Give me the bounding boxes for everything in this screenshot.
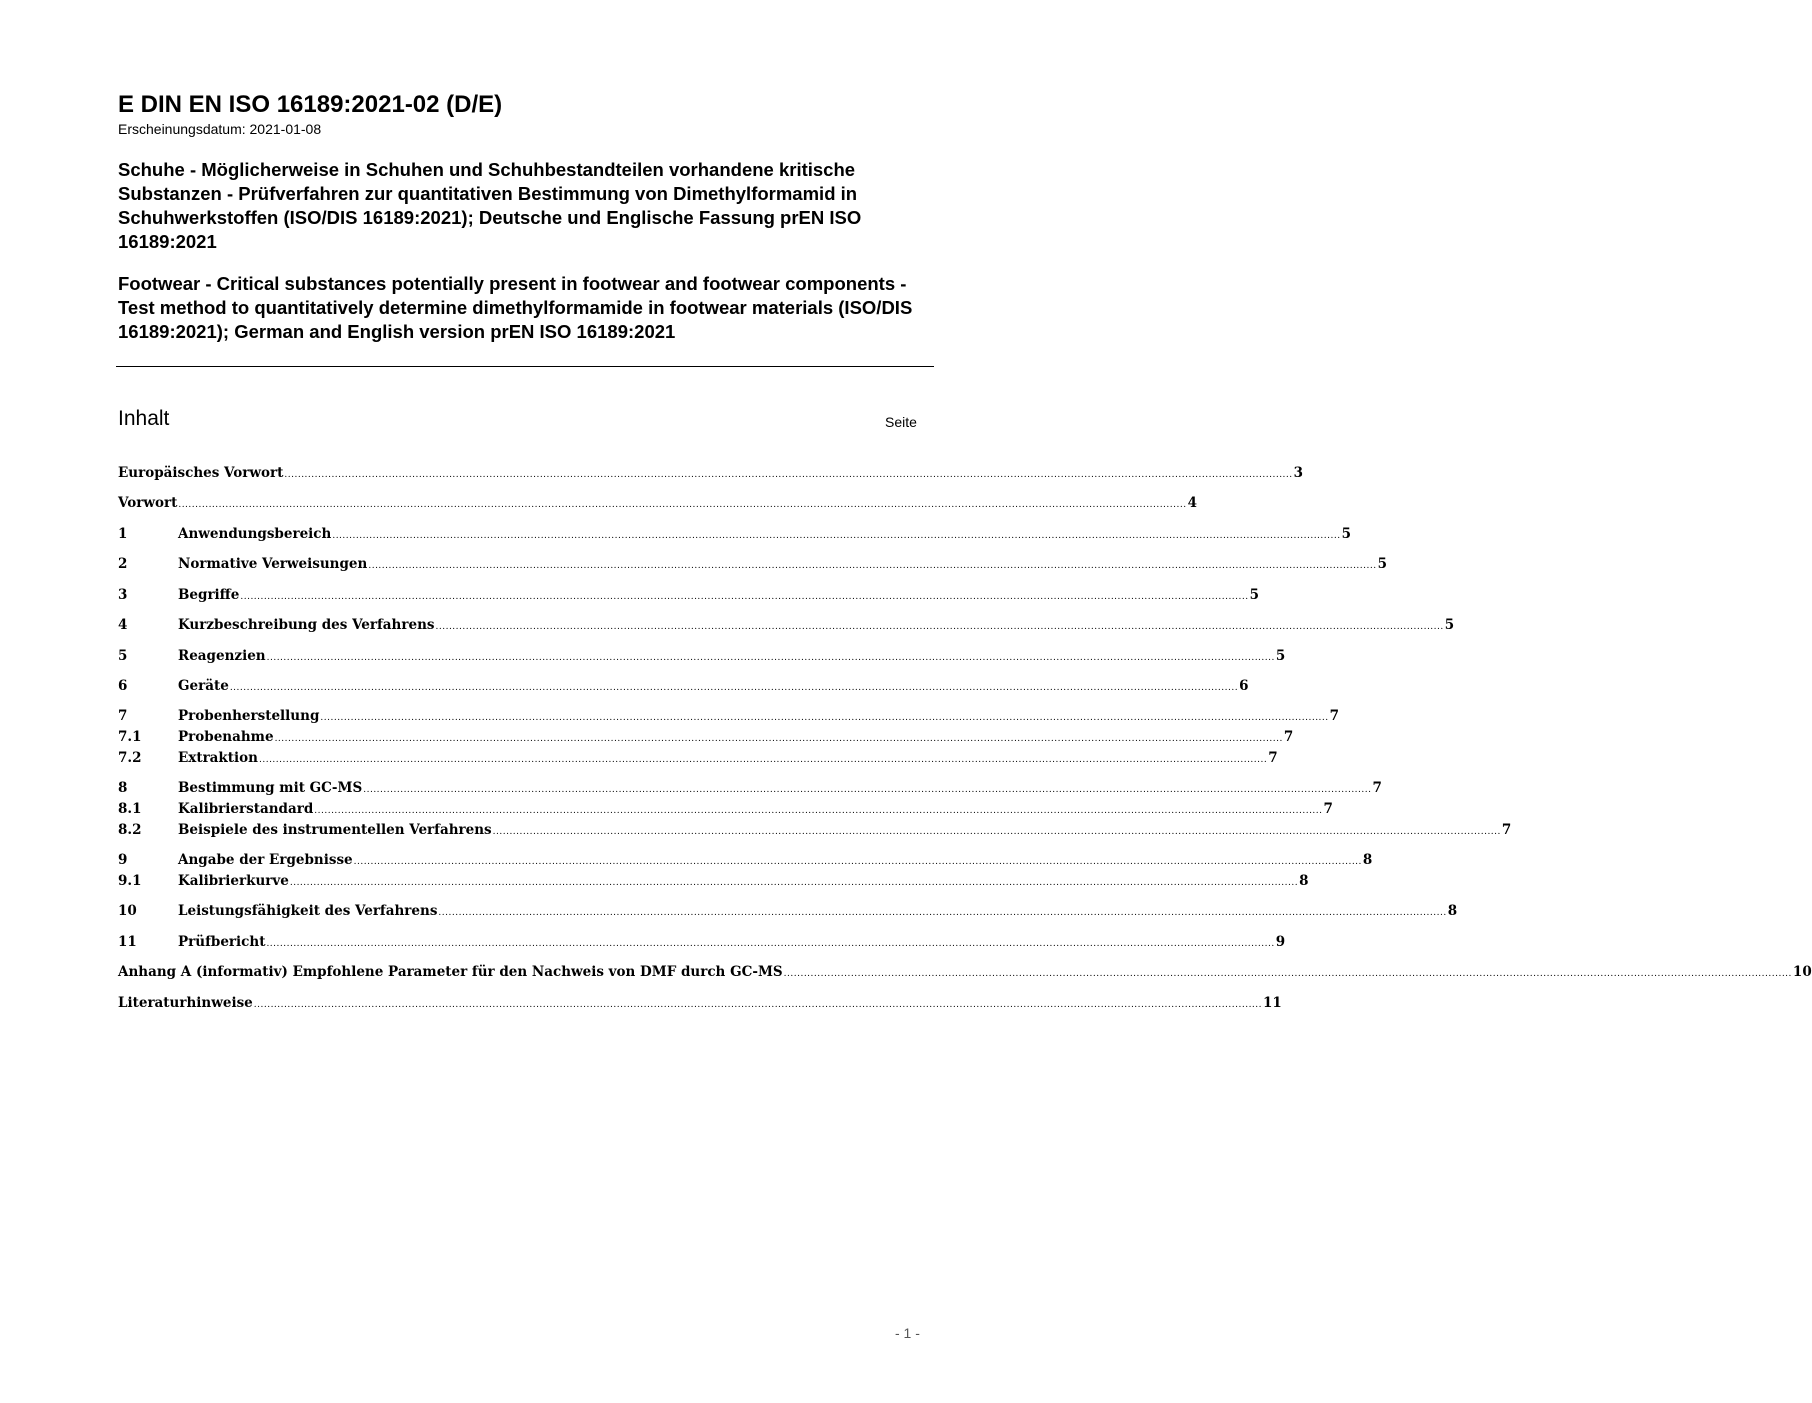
toc-dot-leader: ............................................................................................................................................................................................................................................................................................................ (240, 592, 1249, 602)
title-english: Footwear - Critical substances potentially present in footwear and footwear components - Test method to quantitatively determine dimethylformamide in footwear materials (ISO/DIS 16189:2021); German and English version prEN ISO 16189:2021 (118, 273, 913, 342)
toc-entry-number: 2 (118, 556, 128, 572)
toc-entry-number: 9 (118, 852, 128, 868)
toc-entry-title: Beispiele des instrumentellen Verfahrens (178, 822, 492, 838)
toc-entry-title: Vorwort (118, 495, 178, 511)
toc-entry-number: 10 (118, 903, 137, 919)
toc-dot-leader: ............................................................................................................................................................................................................................................................................................................ (314, 806, 1323, 816)
toc-dot-leader: ............................................................................................................................................................................................................................................................................................................ (229, 683, 1239, 693)
toc-entry-number: 9.1 (118, 873, 142, 889)
toc-dot-leader: ............................................................................................................................................................................................................................................................................................................ (363, 785, 1372, 795)
toc-entry-title: Geräte (178, 678, 229, 694)
toc-entry-page: 5 (1249, 587, 1260, 603)
toc-entry-page: 5 (1341, 526, 1351, 542)
toc-entry-page: 7 (1501, 822, 1512, 838)
toc-entry-page: 7 (1372, 780, 1382, 796)
toc-dot-leader: ............................................................................................................................................................................................................................................................................................................ (289, 878, 1299, 888)
toc-dot-leader: ............................................................................................................................................................................................................................................................................................................ (284, 470, 1293, 480)
toc-entry[interactable] (118, 748, 1278, 768)
toc-entry-number: 7 (118, 708, 128, 724)
toc-entry-number: 1 (118, 526, 128, 542)
toc-entry[interactable] (118, 993, 1282, 1013)
toc-entry-number: 4 (118, 617, 128, 633)
toc-entry-title: Reagenzien (178, 648, 266, 664)
toc-dot-leader: ............................................................................................................................................................................................................................................................................................................ (320, 713, 1329, 723)
toc-dot-leader: ............................................................................................................................................................................................................................................................................................................ (266, 653, 1275, 663)
toc-entry-page: 7 (1283, 729, 1294, 745)
toc-entry-title: Anhang A (informativ) Empfohlene Parameter für den Nachweis von DMF durch GC-MS (118, 964, 783, 980)
toc-entry[interactable] (118, 871, 1309, 891)
toc-entry-page: 4 (1187, 495, 1197, 511)
toc-entry-number: 6 (118, 678, 128, 694)
toc-entry[interactable] (118, 706, 1340, 726)
toc-entry-page: 8 (1362, 852, 1373, 868)
toc-entry-title: Kalibrierstandard (178, 801, 314, 817)
toc-entry-title: Probenahme (178, 729, 274, 745)
title-divider (116, 366, 934, 367)
toc-entry[interactable] (118, 850, 1373, 870)
toc-entry[interactable] (118, 778, 1382, 798)
page-number: - 1 - (895, 1325, 920, 1341)
toc-entry-number: 8 (118, 780, 128, 796)
toc-entry[interactable] (118, 820, 1512, 840)
toc-entry[interactable] (118, 727, 1294, 747)
toc-entry-page: 7 (1329, 708, 1340, 724)
toc-dot-leader: ............................................................................................................................................................................................................................................................................................................ (438, 908, 1447, 918)
toc-entry-title: Anwendungsbereich (178, 526, 332, 542)
toc-entry-title: Extraktion (178, 750, 258, 766)
toc-entry-page: 8 (1299, 873, 1309, 889)
toc-entry-number: 7.2 (118, 750, 142, 766)
toc-dot-leader: ............................................................................................................................................................................................................................................................................................................ (783, 969, 1792, 979)
toc-entry-number: 7.1 (118, 729, 142, 745)
toc-entry-title: Europäisches Vorwort (118, 465, 284, 481)
toc-dot-leader: ............................................................................................................................................................................................................................................................................................................ (258, 755, 1268, 765)
toc-entry-page: 5 (1377, 556, 1388, 572)
toc-entry-page: 11 (1263, 995, 1282, 1011)
toc-entry-title: Begriffe (178, 587, 240, 603)
toc-entry[interactable] (118, 554, 1388, 574)
toc-entry[interactable] (118, 585, 1260, 605)
toc-dot-leader: ............................................................................................................................................................................................................................................................................................................ (368, 561, 1377, 571)
toc-entry-title: Kurzbeschreibung des Verfahrens (178, 617, 435, 633)
toc-entry[interactable] (118, 524, 1351, 544)
toc-entry[interactable] (118, 493, 1197, 513)
toc-entry[interactable] (118, 962, 1812, 982)
title-german: Schuhe - Möglicherweise in Schuhen und Schuhbestandteilen vorhandene kritische Substanzen - Prüfverfahren zur quantitativen Bestimmung von Dimethylformamid in Schuhwerkstoffen (ISO/DIS 16189:2021); Deutsche und Englische Fassung prEN ISO 16189:2021 (118, 159, 862, 252)
toc-dot-leader: ............................................................................................................................................................................................................................................................................................................ (435, 622, 1444, 632)
toc-entry-page: 7 (1323, 801, 1333, 817)
toc-dot-leader: ............................................................................................................................................................................................................................................................................................................ (253, 1000, 1263, 1010)
toc-entry-title: Bestimmung mit GC-MS (178, 780, 363, 796)
toc-entry[interactable] (118, 646, 1286, 666)
toc-entry-title: Normative Verweisungen (178, 556, 368, 572)
toc-entry[interactable] (118, 615, 1455, 635)
toc-entry-page: 5 (1444, 617, 1455, 633)
toc-entry-title: Leistungsfähigkeit des Verfahrens (178, 903, 438, 919)
toc-entry-title: Angabe der Ergebnisse (178, 852, 353, 868)
document-id: E DIN EN ISO 16189:2021-02 (D/E) (118, 91, 503, 118)
toc-entry-number: 11 (118, 934, 137, 950)
toc-entry-title: Probenherstellung (178, 708, 320, 724)
toc-entry-page: 5 (1275, 648, 1286, 664)
toc-entry-number: 8.2 (118, 822, 142, 838)
toc-entry-page: 7 (1268, 750, 1278, 766)
toc-entry-title: Kalibrierkurve (178, 873, 289, 889)
toc-entry[interactable] (118, 676, 1249, 696)
toc-entry[interactable] (118, 901, 1458, 921)
publication-date: Erscheinungsdatum: 2021-01-08 (118, 121, 322, 137)
toc-dot-leader: ............................................................................................................................................................................................................................................................................................................ (332, 531, 1341, 541)
toc-entry-number: 3 (118, 587, 128, 603)
toc-dot-leader: ............................................................................................................................................................................................................................................................................................................ (178, 500, 1187, 510)
toc-entry-page: 6 (1239, 678, 1249, 694)
toc-entry-page: 9 (1275, 934, 1286, 950)
toc-entry-title: Literaturhinweise (118, 995, 253, 1011)
toc-entry-number: 5 (118, 648, 128, 664)
toc-dot-leader: ............................................................................................................................................................................................................................................................................................................ (492, 827, 1501, 837)
toc-page-label: Seite (885, 414, 917, 430)
toc-dot-leader: ............................................................................................................................................................................................................................................................................................................ (274, 734, 1283, 744)
toc-dot-leader: ............................................................................................................................................................................................................................................................................................................ (353, 857, 1362, 867)
toc-entry[interactable] (118, 799, 1333, 819)
toc-heading: Inhalt (118, 407, 170, 430)
toc-entry[interactable] (118, 932, 1286, 952)
toc-dot-leader: ............................................................................................................................................................................................................................................................................................................ (266, 939, 1275, 949)
toc-entry-page: 3 (1293, 465, 1304, 481)
toc-entry-page: 8 (1447, 903, 1458, 919)
toc-entry-number: 8.1 (118, 801, 142, 817)
toc-entry-title: Prüfbericht (178, 934, 266, 950)
toc-entry[interactable] (118, 463, 1304, 483)
toc-entry-page: 10 (1792, 964, 1812, 980)
